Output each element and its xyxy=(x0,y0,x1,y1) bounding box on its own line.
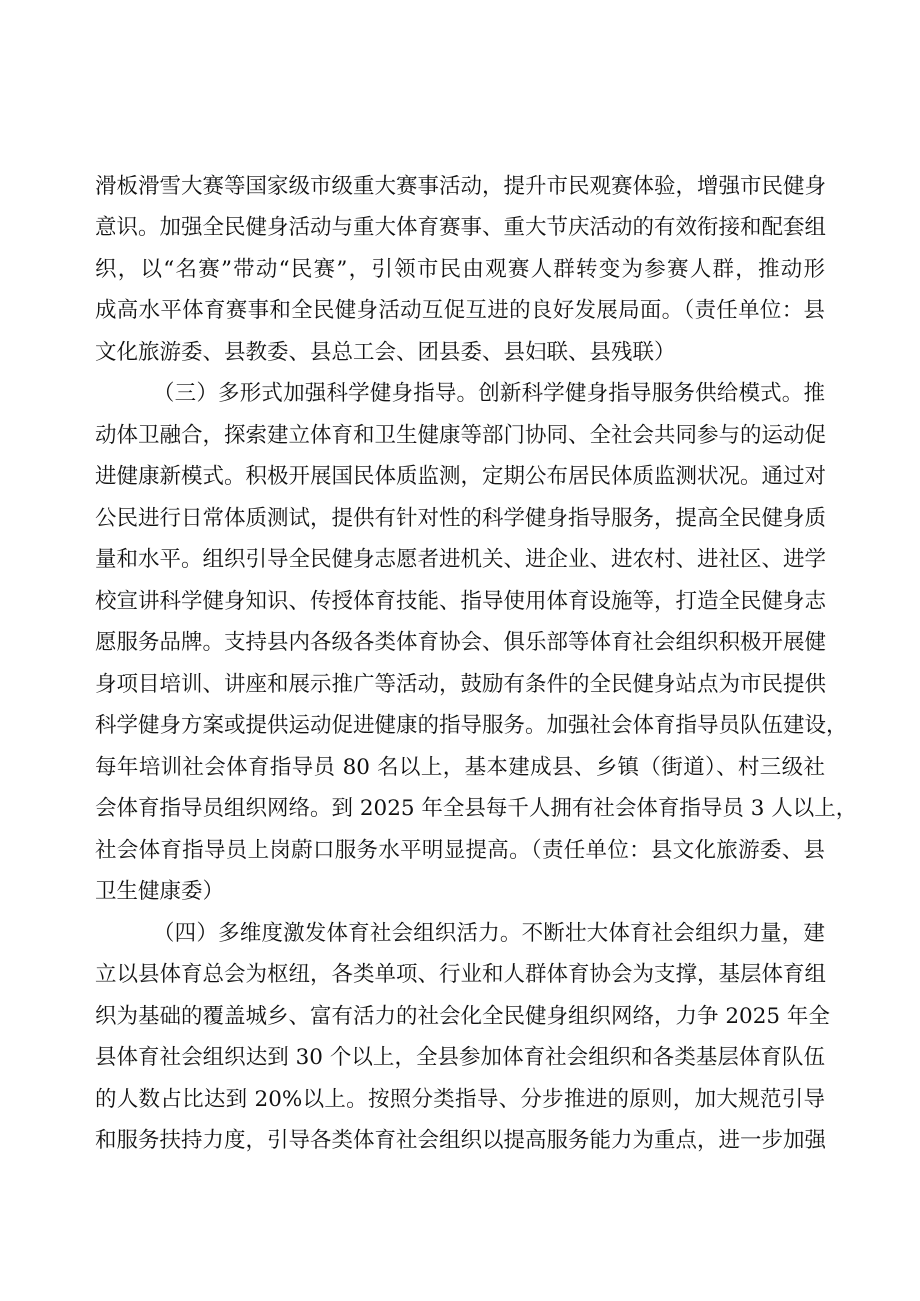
text-line: 身项目培训、讲座和展示推广等活动，鼓励有条件的全民健身站点为市民提供 xyxy=(95,672,827,697)
text-line: 科学健身方案或提供运动促进健康的指导服务。加强社会体育指导员队伍建设， xyxy=(95,713,848,738)
text-line: 滑板滑雪大赛等国家级市级重大赛事活动，提升市民观赛体验，增强市民健身 xyxy=(95,174,827,199)
text-line: 校宣讲科学健身知识、传授体育技能、指导使用体育设施等，打造全民健身志 xyxy=(95,589,827,614)
text-line: 量和水平。组织引导全民健身志愿者进机关、进企业、进农村、进社区、进学 xyxy=(95,547,827,572)
section-heading-line: （三）多形式加强科学健身指导。创新科学健身指导服务供给模式。推 xyxy=(153,381,825,406)
text-line: 织，以“名赛”带动“民赛”，引领市民由观赛人群转变为参赛人群，推动形 xyxy=(95,257,825,282)
text-line: 文化旅游委、县教委、县总工会、团县委、县妇联、县残联） xyxy=(95,340,676,365)
text-line: 和服务扶持力度，引导各类体育社会组织以提高服务能力为重点，进一步加强 xyxy=(95,1128,827,1153)
text-line: 每年培训社会体育指导员 80 名以上，基本建成县、乡镇（街道）、村三级社 xyxy=(95,755,825,780)
text-line: 县体育社会组织达到 30 个以上，全县参加体育社会组织和各类基层体育队伍 xyxy=(95,1045,825,1070)
text-line: 进健康新模式。积极开展国民体质监测，定期公布居民体质监测状况。通过对 xyxy=(95,464,827,489)
text-line: 织为基础的覆盖城乡、富有活力的社会化全民健身组织网络，力争 2025 年全 xyxy=(95,1004,830,1029)
text-line: 立以县体育总会为枢纽，各类单项、行业和人群体育协会为支撑，基层体育组 xyxy=(95,962,827,987)
text-line: 公民进行日常体质测试，提供有针对性的科学健身指导服务，提高全民健身质 xyxy=(95,506,827,531)
text-line: 动体卫融合，探索建立体育和卫生健康等部门协同、全社会共同参与的运动促 xyxy=(95,423,827,448)
text-line: 社会体育指导员上岗蔚口服务水平明显提高。（责任单位：县文化旅游委、县 xyxy=(95,838,825,863)
text-line: 会体育指导员组织网络。到 2025 年全县每千人拥有社会体育指导员 3 人以上， xyxy=(95,796,858,821)
text-line: 愿服务品牌。支持县内各级各类体育协会、俱乐部等体育社会组织积极开展健 xyxy=(95,630,827,655)
text-line: 卫生健康委） xyxy=(95,879,225,904)
text-line: 的人数占比达到 20%以上。按照分类指导、分步推进的原则，加大规范引导 xyxy=(95,1087,825,1112)
text-line: 意识。加强全民健身活动与重大体育赛事、重大节庆活动的有效衔接和配套组 xyxy=(95,215,827,240)
text-line: 成高水平体育赛事和全民健身活动互促互进的良好发展局面。（责任单位：县 xyxy=(95,298,825,323)
section-heading-line: （四）多维度激发体育社会组织活力。不断壮大体育社会组织力量，建 xyxy=(153,921,825,946)
